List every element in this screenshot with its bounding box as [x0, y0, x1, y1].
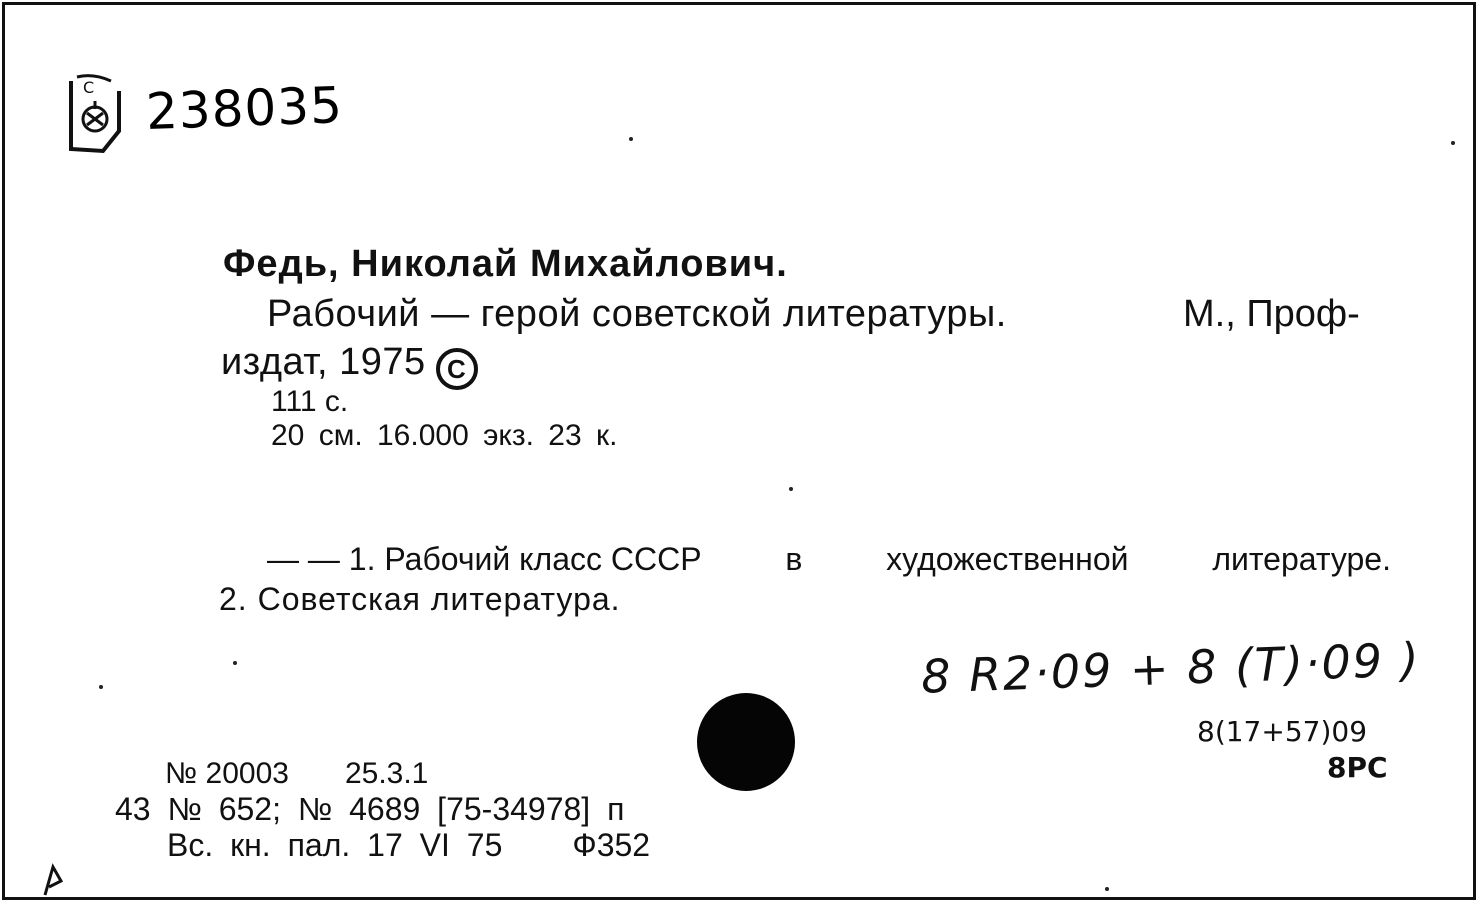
copyright-icon: C: [436, 348, 478, 390]
classification-code: 8(17+57)09: [1197, 715, 1368, 748]
speck: [1451, 141, 1455, 145]
order-info: [165, 757, 484, 791]
speck: [789, 487, 793, 491]
book-chamber-line: Вс. кн. пал. 17 VI 75: [167, 827, 503, 863]
publication-place: М., Проф-: [1183, 293, 1360, 335]
subject-part: литературе.: [1212, 541, 1391, 577]
speck: [1105, 887, 1109, 891]
speck: [233, 661, 237, 665]
subject-part: — — 1. Рабочий класс СССР: [267, 541, 702, 577]
inventory-number: 238035: [145, 76, 344, 141]
subject-part: художественной: [886, 541, 1129, 577]
order-code: 25.3.1: [344, 757, 429, 790]
subject-headings-line-2: 2. Советская литература.: [219, 581, 621, 617]
speck: [629, 137, 633, 141]
punch-hole: [697, 693, 795, 791]
subject-headings-line-1: [267, 541, 1391, 578]
publisher-year: издат, 1975: [221, 341, 426, 383]
author-heading: Федь, Николай Михайлович.: [223, 243, 788, 285]
handwritten-classification: 8 R2·09 + 8 (Т)·09 ): [920, 632, 1422, 704]
page-count: 111 с.: [271, 385, 349, 418]
corner-mark-icon: [39, 861, 69, 901]
subject-part: в: [785, 541, 803, 577]
library-stamp-icon: [63, 71, 125, 155]
book-chamber-info: [167, 827, 650, 864]
title-line-2: [221, 341, 478, 390]
publication-info: 43 № 652; № 4689 [75-34978] п: [115, 791, 625, 827]
title-line-1: Рабочий — герой советской литературы.: [267, 293, 1007, 335]
catalog-card: [2, 2, 1476, 900]
book-chamber-code: Ф352: [572, 827, 651, 863]
classification-code-short: 8РС: [1327, 751, 1388, 784]
svg-text:C: C: [83, 78, 95, 97]
physical-description: 20 см. 16.000 экз. 23 к.: [271, 419, 618, 452]
order-number: № 20003: [165, 757, 289, 790]
speck: [99, 685, 103, 689]
